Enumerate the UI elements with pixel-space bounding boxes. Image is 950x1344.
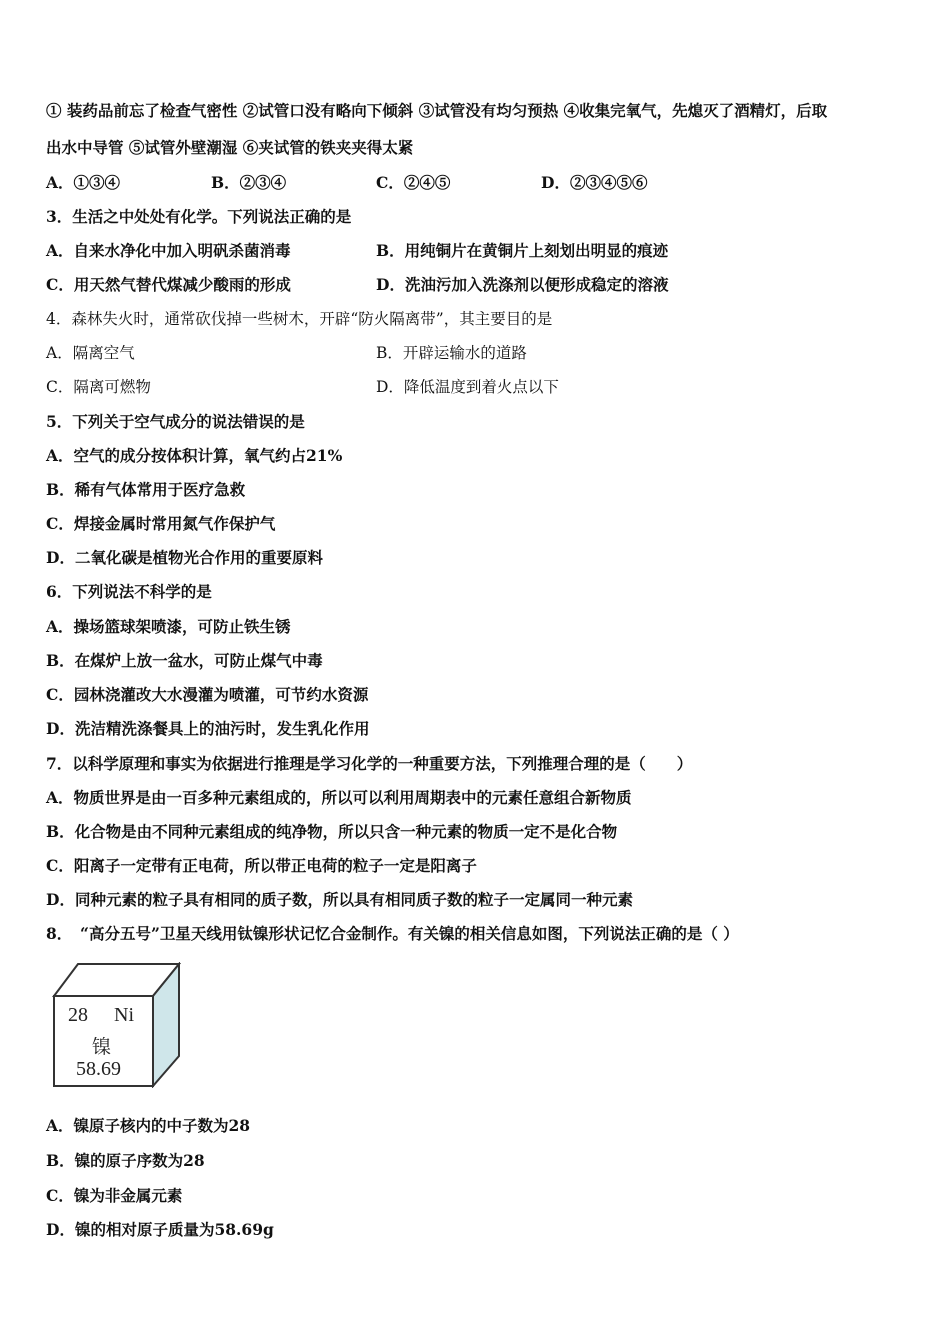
question-8-option-c: C．镍为非金属元素 (46, 1186, 183, 1205)
intro-line-2: 出水中导管 ⑤试管外壁潮湿 ⑥夹试管的铁夹夹得太紧 (46, 138, 414, 157)
question-8-option-a: A．镍原子核内的中子数为28 (46, 1116, 251, 1135)
question-5-stem: 5．下列关于空气成分的说法错误的是 (46, 412, 305, 431)
intro-option-c: C．②④⑤ (376, 173, 451, 192)
question-6-option-c: C．园林浇灌改大水漫灌为喷灌，可节约水资源 (46, 685, 369, 704)
nickel-element-figure (52, 962, 184, 1088)
question-4-option-b: B．开辟运输水的道路 (376, 344, 527, 362)
question-4-option-c: C．隔离可燃物 (46, 378, 151, 396)
intro-option-b: B．②③④ (211, 173, 287, 192)
question-5-option-a: A．空气的成分按体积计算，氧气约占21% (46, 446, 343, 465)
question-5-option-c: C．焊接金属时常用氮气作保护气 (46, 514, 276, 533)
question-6-option-b: B．在煤炉上放一盆水，可防止煤气中毒 (46, 651, 323, 670)
atomic-mass: 58.69 (76, 1058, 121, 1080)
question-3-option-c: C．用天然气替代煤减少酸雨的形成 (46, 275, 291, 294)
question-7-option-d: D．同种元素的粒子具有相同的质子数，所以具有相同质子数的粒子一定属同一种元素 (46, 890, 633, 909)
question-6-stem: 6．下列说法不科学的是 (46, 582, 212, 601)
question-4-stem: 4．森林失火时，通常砍伐掉一些树木，开辟“防火隔离带”，其主要目的是 (46, 310, 553, 328)
question-7-stem: 7．以科学原理和事实为依据进行推理是学习化学的一种重要方法，下列推理合理的是（ ） (46, 754, 693, 773)
question-7-option-a: A．物质世界是由一百多种元素组成的，所以可以利用周期表中的元素任意组合新物质 (46, 788, 632, 807)
question-8-option-b: B．镍的原子序数为28 (46, 1151, 205, 1170)
element-symbol: Ni (114, 1004, 134, 1026)
question-7-option-c: C．阳离子一定带有正电荷，所以带正电荷的粒子一定是阳离子 (46, 856, 477, 875)
question-5-option-b: B．稀有气体常用于医疗急救 (46, 480, 246, 499)
question-6-option-d: D．洗洁精洗涤餐具上的油污时，发生乳化作用 (46, 719, 370, 738)
question-3-option-b: B．用纯铜片在黄铜片上刻划出明显的痕迹 (376, 241, 669, 260)
question-3-option-a: A．自来水净化中加入明矾杀菌消毒 (46, 241, 291, 260)
question-7-option-b: B．化合物是由不同种元素组成的纯净物，所以只含一种元素的物质一定不是化合物 (46, 822, 618, 841)
question-8-stem: 8． “高分五号”卫星天线用钛镍形状记忆合金制作。有关镍的相关信息如图，下列说法正确的是（ ） (46, 924, 739, 943)
question-4-option-a: A．隔离空气 (46, 344, 135, 362)
element-name: 镍 (92, 1036, 112, 1058)
intro-option-d: D．②③④⑤⑥ (541, 173, 648, 192)
question-6-option-a: A．操场篮球架喷漆，可防止铁生锈 (46, 617, 291, 636)
question-3-option-d: D．洗油污加入洗涤剂以便形成稳定的溶液 (376, 275, 669, 294)
atomic-number: 28 (68, 1004, 88, 1026)
intro-line-1: ① 装药品前忘了检查气密性 ②试管口没有略向下倾斜 ③试管没有均匀预热 ④收集完氧气，先熄灭了酒精灯，后取 (46, 101, 828, 120)
question-3-stem: 3．生活之中处处有化学。下列说法正确的是 (46, 207, 352, 226)
question-4-option-d: D．降低温度到着火点以下 (376, 378, 559, 396)
question-8-option-d: D．镍的相对原子质量为58.69g (46, 1220, 274, 1239)
intro-option-a: A．①③④ (46, 173, 121, 192)
question-5-option-d: D．二氧化碳是植物光合作用的重要原料 (46, 548, 323, 567)
